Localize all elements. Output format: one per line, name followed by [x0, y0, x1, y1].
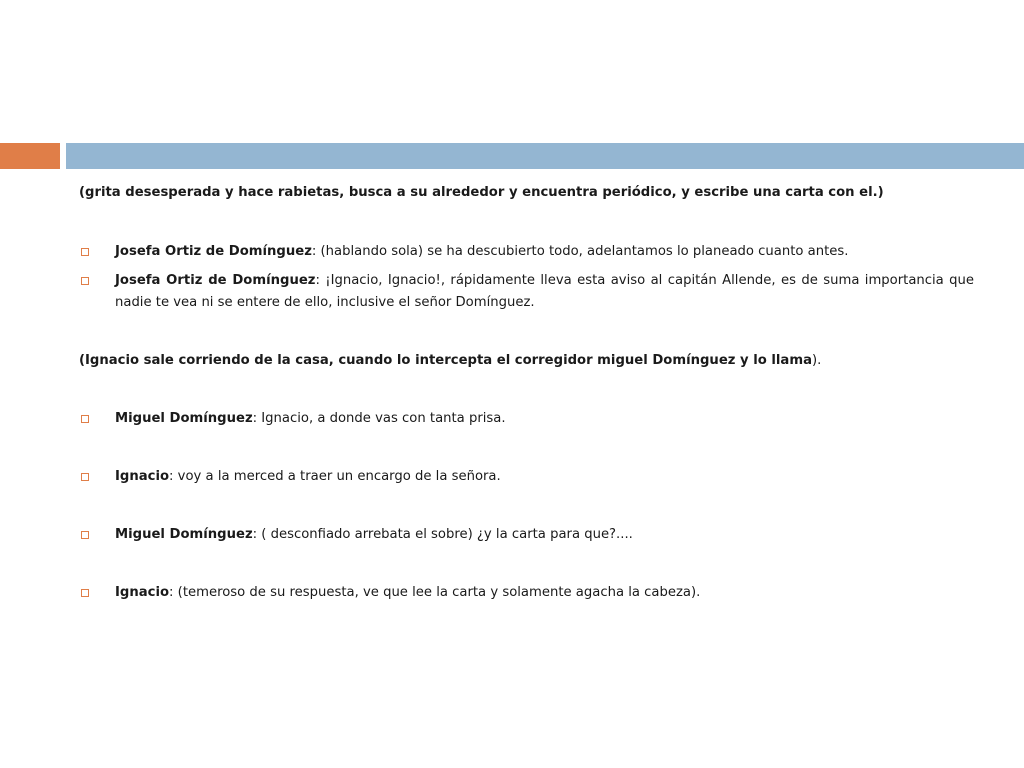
dialogue-text: : (hablando sola) se ha descubierto todo, adelantamos lo planeado cuanto antes. [311, 244, 849, 259]
bullet-icon [81, 531, 89, 539]
bullet-icon [81, 277, 89, 285]
speaker-name: Miguel Domínguez [115, 411, 253, 426]
speaker-name: Ignacio [115, 469, 170, 484]
stage-direction [79, 350, 974, 372]
dialogue-text: : Ignacio, a donde vas con tanta prisa. [252, 411, 506, 426]
dialogue-text: : voy a la merced a traer un encargo de la señora. [169, 469, 501, 484]
dialogue-item [79, 466, 974, 488]
bullet-icon [81, 589, 89, 597]
dialogue-item [79, 270, 974, 314]
dialogue-item [79, 241, 974, 263]
speaker-name: Josefa Ortiz de Domínguez [115, 244, 312, 259]
speaker-name: Ignacio [115, 585, 170, 600]
stage-direction: (grita desesperada y hace rabietas, busca a su alrededor y encuentra periódico, y escribe una carta con el.) [79, 185, 884, 200]
dialogue-text: : ¡Ignacio, Ignacio!, rápidamente lleva esta aviso al capitán Allende, es de suma importancia que nadie te vea ni se entere de ello, inclusive el señor Domínguez. [115, 273, 974, 310]
bullet-icon [81, 248, 89, 256]
title-bar [66, 143, 1024, 169]
slide-content [79, 182, 974, 604]
dialogue-text: : (temeroso de su respuesta, ve que lee la carta y solamente agacha la cabeza). [169, 585, 701, 600]
stage-direction-text: (Ignacio sale corriendo de la casa, cuando lo intercepta el corregidor miguel Domínguez y lo llama [79, 353, 812, 368]
dialogue-item [79, 408, 974, 430]
accent-bar [0, 143, 60, 169]
bullet-icon [81, 473, 89, 481]
dialogue-text: : ( desconfiado arrebata el sobre) ¿y la carta para que?.... [252, 527, 633, 542]
speaker-name: Miguel Domínguez [115, 527, 253, 542]
dialogue-item [79, 582, 974, 604]
dialogue-item [79, 524, 974, 546]
speaker-name: Josefa Ortiz de Domínguez [115, 273, 316, 288]
bullet-icon [81, 415, 89, 423]
stage-direction-end: ). [811, 353, 822, 368]
